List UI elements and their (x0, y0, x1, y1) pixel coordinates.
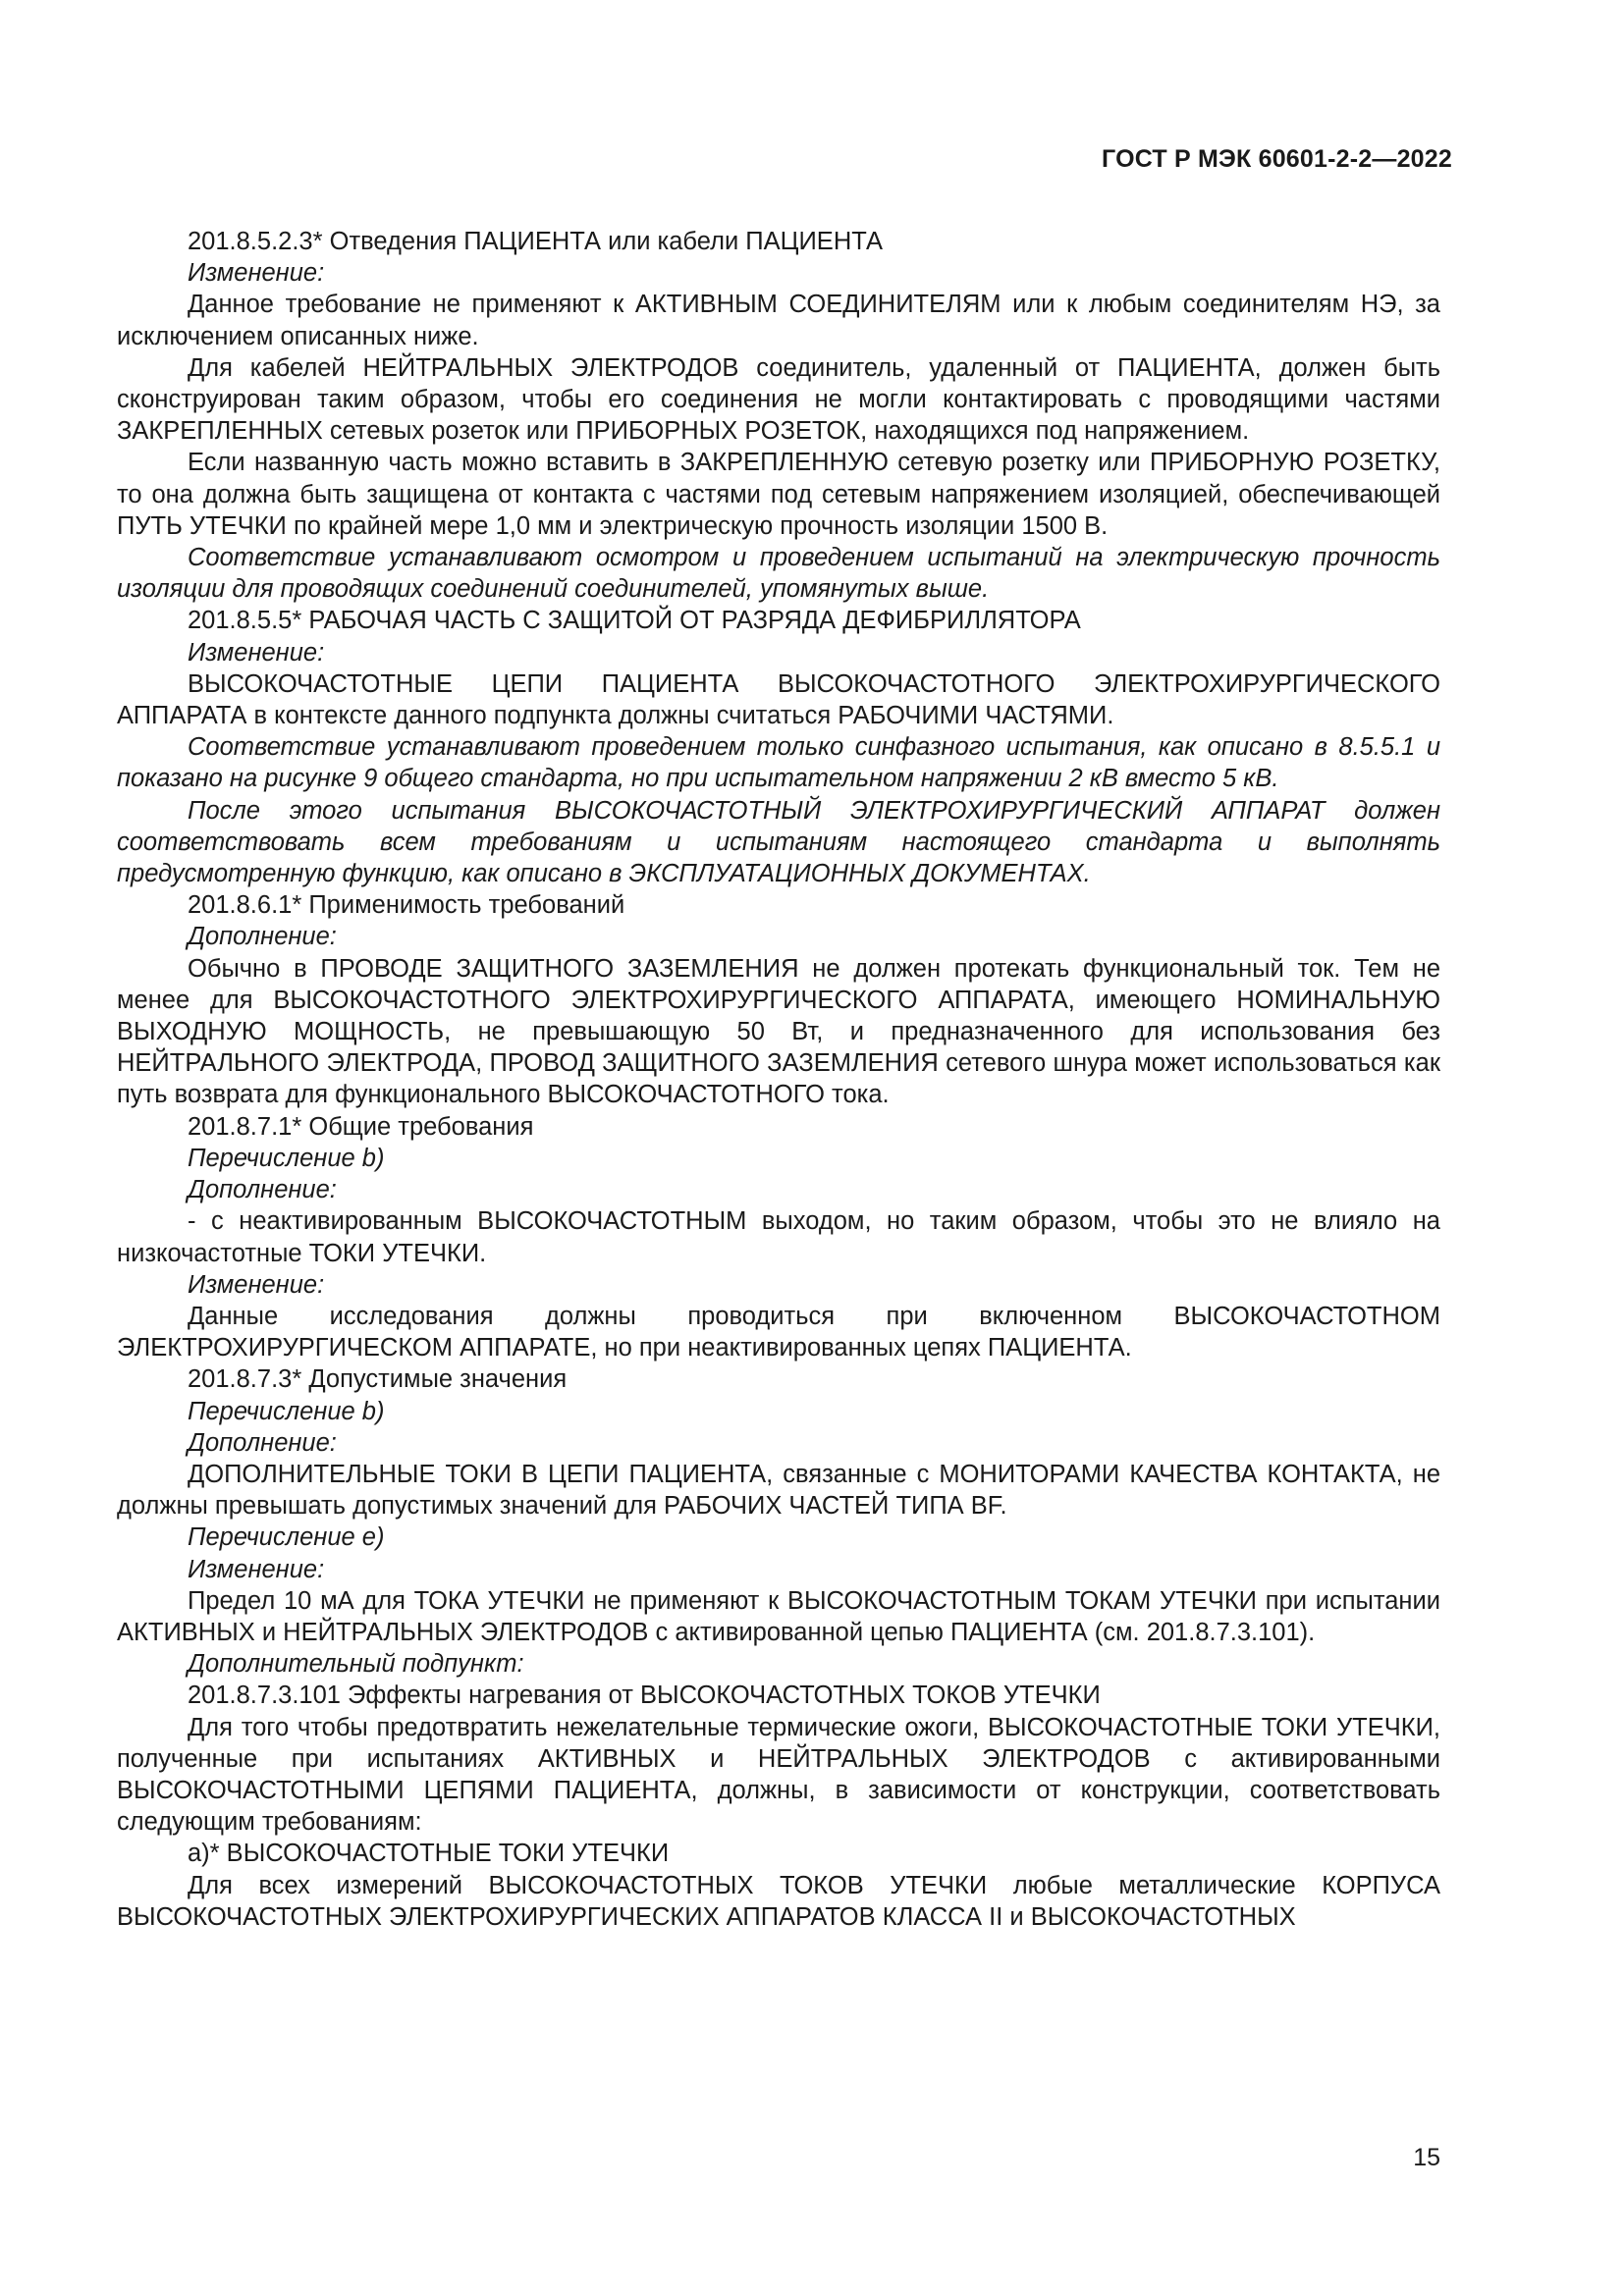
paragraph: ВЫСОКОЧАСТОТНЫЕ ЦЕПИ ПАЦИЕНТА ВЫСОКОЧАСТОТНОГО ЭЛЕКТРОХИРУРГИЧЕСКОГО АППАРАТА в контексте данного подпункта должны считаться РАБОЧИМИ ЧАСТЯМИ. (117, 669, 1440, 730)
page-number: 15 (1413, 2144, 1440, 2171)
paragraph: ДОПОЛНИТЕЛЬНЫЕ ТОКИ В ЦЕПИ ПАЦИЕНТА, связанные с МОНИТОРАМИ КАЧЕСТВА КОНТАКТА, не должны превышать допустимых значений для РАБОЧИХ ЧАСТЕЙ ТИПА BF. (117, 1460, 1440, 1521)
paragraph: Если названную часть можно вставить в ЗАКРЕПЛЕННУЮ сетевую розетку или ПРИБОРНУЮ РОЗЕТКУ, то она должна быть защищена от контакта с частями под сетевым напряжением изоляцией, обеспечивающей ПУТЬ УТЕЧКИ по крайней мере 1,0 мм и электрическую прочность изоляции 1500 В. (117, 449, 1440, 540)
paragraph: 201.8.6.1* Применимость требований (188, 891, 625, 920)
paragraph-italic: Дополнение: (188, 1176, 337, 1204)
paragraph: Данные исследования должны проводиться при включенном ВЫСОКОЧАСТОТНОМ ЭЛЕКТРОХИРУРГИЧЕСКОМ АППАРАТЕ, но при неактивированных цепях ПАЦИЕНТА. (117, 1302, 1440, 1362)
paragraph-italic: Дополнение: (188, 923, 337, 951)
standard-header: ГОСТ Р МЭК 60601-2-2—2022 (1102, 145, 1452, 173)
paragraph: 201.8.7.1* Общие требования (188, 1112, 534, 1141)
paragraph-italic: Изменение: (188, 259, 325, 288)
paragraph: 201.8.5.2.3* Отведения ПАЦИЕНТА или кабели ПАЦИЕНТА (188, 228, 883, 255)
paragraph: а)* ВЫСОКОЧАСТОТНЫЕ ТОКИ УТЕЧКИ (188, 1840, 670, 1868)
paragraph-italic: Соответствие устанавливают проведением только синфазного испытания, как описано в 8.5.5.1 и показано на рисунке 9 общего стандарта, но при испытательном напряжении 2 кВ вместо 5 кВ. (117, 733, 1440, 793)
paragraph: Данное требование не применяют к АКТИВНЫМ СОЕДИНИТЕЛЯМ или к любым соединителям НЭ, за исключением описанных ниже. (117, 291, 1440, 350)
paragraph: Для кабелей НЕЙТРАЛЬНЫХ ЭЛЕКТРОДОВ соединитель, удаленный от ПАЦИЕНТА, должен быть сконструирован таким образом, чтобы его соединения не могли контактировать с проводящими частями ЗАКРЕПЛЕННЫХ сетевых розеток или ПРИБОРНЫХ РОЗЕТОК, находящихся под напряжением. (117, 353, 1440, 446)
paragraph: 201.8.7.3* Допустимые значения (188, 1365, 568, 1394)
paragraph: Обычно в ПРОВОДЕ ЗАЩИТНОГО ЗАЗЕМЛЕНИЯ не должен протекать функциональный ток. Тем не менее для ВЫСОКОЧАСТОТНОГО ЭЛЕКТРОХИРУРГИЧЕСКОГО АППАРАТА, имеющего НОМИНАЛЬНУЮ ВЫХОДНУЮ МОЩНОСТЬ, не превышающую 50 Вт, и предназначенного для использования без НЕЙТРАЛЬНОГО ЭЛЕКТРОДА, ПРОВОД ЗАЩИТНОГО ЗАЗЕМЛЕНИЯ сетевого шнура может использоваться как путь возврата для функционального ВЫСОКОЧАСТОТНОГО тока. (117, 954, 1440, 1109)
paragraph-italic: Перечисление b) (188, 1397, 385, 1425)
paragraph-italic: Дополнительный подпункт: (188, 1650, 524, 1679)
paragraph-italic: Дополнение: (188, 1428, 337, 1457)
paragraph: - с неактивированным ВЫСОКОЧАСТОТНЫМ выходом, но таким образом, чтобы это не влияло на низкочастотные ТОКИ УТЕЧКИ. (117, 1207, 1440, 1267)
paragraph: Предел 10 мА для ТОКА УТЕЧКИ не применяют к ВЫСОКОЧАСТОТНЫМ ТОКАМ УТЕЧКИ при испытании АКТИВНЫХ и НЕЙТРАЛЬНЫХ ЭЛЕКТРОДОВ с активированной цепью ПАЦИЕНТА (см. 201.8.7.3.101). (117, 1586, 1440, 1646)
paragraph-italic: Изменение: (188, 1270, 325, 1299)
paragraph: Для всех измерений ВЫСОКОЧАСТОТНЫХ ТОКОВ УТЕЧКИ любые металлические КОРПУСА ВЫСОКОЧАСТОТНЫХ ЭЛЕКТРОХИРУРГИЧЕСКИХ АППАРАТОВ КЛАССА II и ВЫСОКОЧАСТОТНЫХ (117, 1871, 1440, 1931)
paragraph: 201.8.7.3.101 Эффекты нагревания от ВЫСОКОЧАСТОТНЫХ ТОКОВ УТЕЧКИ (188, 1682, 1101, 1710)
document-body (117, 226, 1440, 1933)
paragraph-italic: Изменение: (188, 638, 325, 667)
paragraph-italic: Соответствие устанавливают осмотром и проведением испытаний на электрическую прочность изоляции для проводящих соединений соединителей, упомянутых выше. (117, 544, 1440, 604)
paragraph-italic: Перечисление е) (188, 1523, 385, 1552)
paragraph: 201.8.5.5* РАБОЧАЯ ЧАСТЬ С ЗАЩИТОЙ ОТ РАЗРЯДА ДЕФИБРИЛЛЯТОРА (188, 607, 1081, 635)
paragraph-italic: Изменение: (188, 1555, 325, 1583)
paragraph-italic: Перечисление b) (188, 1144, 385, 1172)
paragraph-italic: После этого испытания ВЫСОКОЧАСТОТНЫЙ ЭЛЕКТРОХИРУРГИЧЕСКИЙ АППАРАТ должен соответствовать всем требованиям и испытаниям настоящего стандарта и выполнять предусмотренную функцию, как описано в ЭКСПЛУАТАЦИОННЫХ ДОКУМЕНТАХ. (117, 796, 1440, 888)
paragraph: Для того чтобы предотвратить нежелательные термические ожоги, ВЫСОКОЧАСТОТНЫЕ ТОКИ УТЕЧКИ, полученные при испытаниях АКТИВНЫХ и НЕЙТРАЛЬНЫХ ЭЛЕКТРОДОВ с активированными ВЫСОКОЧАСТОТНЫМИ ЦЕПЯМИ ПАЦИЕНТА, должны, в зависимости от конструкции, соответствовать следующим требованиям: (117, 1713, 1440, 1837)
